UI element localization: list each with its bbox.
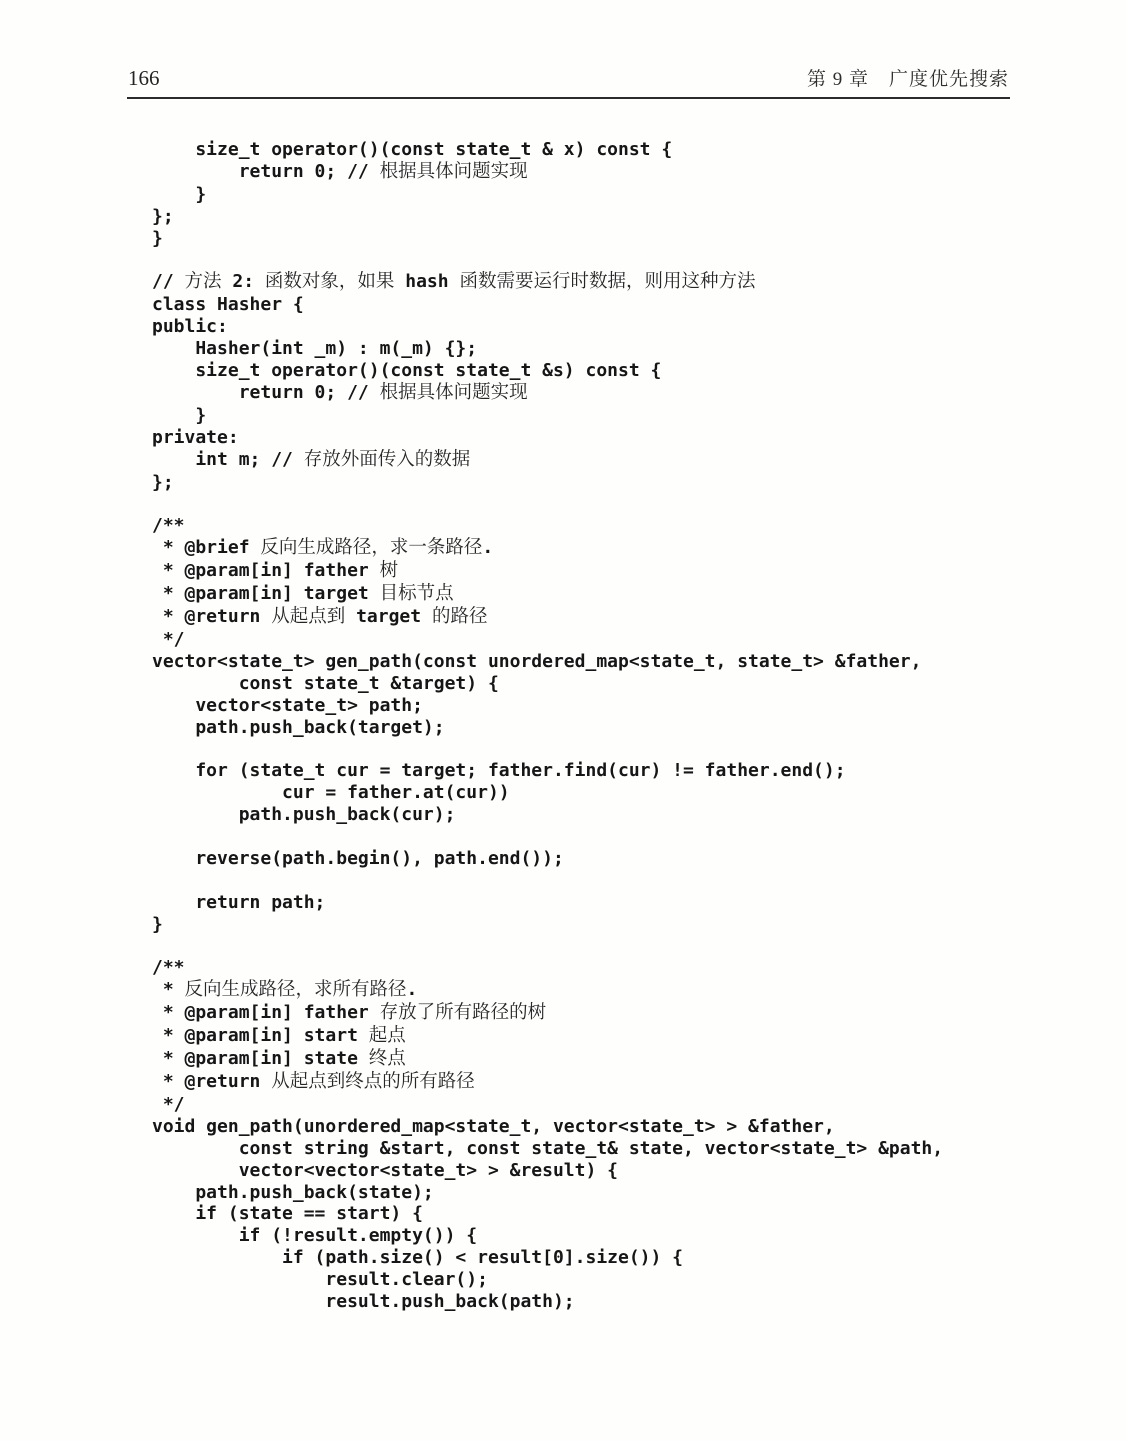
- code-line: for (state_t cur = target; father.find(cur) != father.end();: [152, 760, 846, 782]
- cjk-comment-text: 从起点到终点的所有路径: [271, 1071, 475, 1092]
- code-line: const string &start, const state_t& state, vector<state_t> &path,: [152, 1137, 944, 1159]
- code-line: size_t operator()(const state_t & x) const {: [152, 139, 673, 160]
- code-line: };: [152, 205, 174, 227]
- code-line: if (state == start) {: [152, 1203, 423, 1225]
- code-line: * @return 从起点到终点的所有路径: [152, 1070, 475, 1092]
- code-line: */: [152, 628, 185, 650]
- code-line: * @param[in] father 树: [152, 560, 399, 582]
- code-line: /**: [152, 957, 185, 979]
- code-line: * 反向生成路径，求所有路径.: [152, 979, 418, 1001]
- code-line: [152, 493, 943, 515]
- code-line: };: [152, 471, 174, 493]
- code-line: * @param[in] state 终点: [152, 1048, 406, 1070]
- cjk-comment-text: 根据具体问题实现: [379, 161, 528, 182]
- header-rule: [127, 97, 1010, 99]
- cjk-comment-text: 反向生成路径，求一条路径: [260, 538, 483, 559]
- code-line: [152, 936, 943, 958]
- code-line: path.push_back(cur);: [152, 804, 456, 826]
- code-line: vector<vector<state_t> > &result) {: [152, 1159, 618, 1181]
- code-line: private:: [152, 426, 239, 448]
- code-line: reverse(path.begin(), path.end());: [152, 847, 564, 869]
- code-line: vector<state_t> path;: [152, 694, 423, 716]
- cjk-comment-text: 函数需要运行时数据，则用这种方法: [459, 272, 756, 293]
- code-line: }: [152, 227, 163, 249]
- code-line: if (path.size() < result[0].size()) {: [152, 1247, 684, 1269]
- code-line: * @return 从起点到 target 的路径: [152, 606, 488, 627]
- code-line: // 方法 2: 函数对象，如果 hash 函数需要运行时数据，则用这种方法: [152, 271, 756, 293]
- cjk-comment-text: 树: [379, 561, 399, 582]
- cjk-comment-text: 起点: [368, 1026, 406, 1047]
- cjk-comment-text: 根据具体问题实现: [379, 382, 528, 403]
- code-line: */: [152, 1093, 185, 1115]
- code-line: if (!result.empty()) {: [152, 1225, 478, 1247]
- code-line: const state_t &target) {: [152, 672, 499, 694]
- code-line: [152, 870, 943, 892]
- code-line: result.push_back(path);: [152, 1291, 575, 1313]
- page-number: 166: [128, 66, 160, 90]
- cjk-comment-text: 方法: [184, 272, 222, 293]
- code-line: }: [152, 913, 163, 935]
- chapter-title: 第 9 章 广度优先搜索: [806, 69, 1009, 90]
- code-line: size_t operator()(const state_t &s) const {: [152, 360, 662, 382]
- code-line: public:: [152, 316, 228, 338]
- page-header: [128, 64, 1009, 91]
- code-line: return path;: [152, 891, 326, 913]
- code-line: [152, 250, 943, 272]
- code-line: /**: [152, 515, 185, 537]
- cjk-comment-text: 反向生成路径，求所有路径: [184, 980, 407, 1001]
- code-line: result.clear();: [152, 1269, 488, 1291]
- cjk-comment-text: 函数对象，如果: [264, 272, 395, 293]
- code-line: void gen_path(unordered_map<state_t, vector<state_t> > &father,: [152, 1115, 835, 1137]
- code-line: * @brief 反向生成路径，求一条路径.: [152, 537, 494, 559]
- code-line: cur = father.at(cur)): [152, 782, 510, 804]
- code-line: }: [152, 183, 207, 205]
- code-line: [152, 826, 943, 848]
- code-line: * @param[in] start 起点: [152, 1025, 406, 1047]
- code-line: * @param[in] target 目标节点: [152, 583, 454, 605]
- cjk-comment-text: 的路径: [431, 607, 488, 627]
- code-line: return 0; // 根据具体问题实现: [152, 160, 528, 182]
- cjk-comment-text: 终点: [368, 1049, 406, 1070]
- cjk-comment-text: 存放外面传入的数据: [303, 449, 471, 470]
- code-line: path.push_back(state);: [152, 1181, 434, 1203]
- code-line: return 0; // 根据具体问题实现: [152, 381, 528, 403]
- cjk-comment-text: 从起点到: [271, 607, 346, 627]
- code-line: * @param[in] father 存放了所有路径的树: [152, 1002, 547, 1024]
- code-line: path.push_back(target);: [152, 716, 445, 738]
- cjk-comment-text: 目标节点: [379, 584, 454, 605]
- code-line: [152, 738, 943, 760]
- code-line: class Hasher {: [152, 294, 304, 316]
- code-line: Hasher(int _m) : m(_m) {};: [152, 338, 478, 360]
- code-line: }: [152, 404, 207, 426]
- code-listing: [152, 139, 943, 1313]
- code-line: int m; // 存放外面传入的数据: [152, 448, 471, 470]
- cjk-comment-text: 存放了所有路径的树: [379, 1003, 547, 1024]
- code-line: vector<state_t> gen_path(const unordered_map<state_t, state_t> &father,: [152, 650, 922, 672]
